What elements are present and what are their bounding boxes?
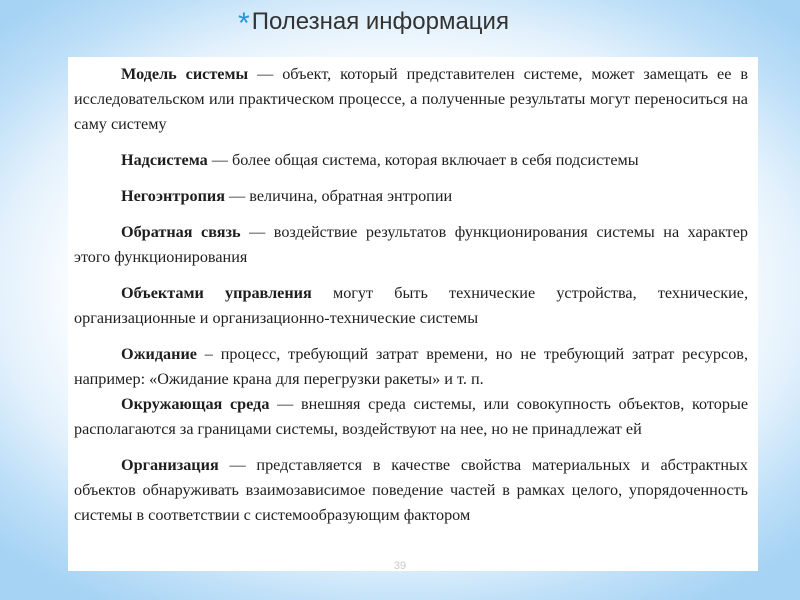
definition-nadsistema: [74, 148, 748, 173]
definition-ozhidanie: [74, 342, 748, 392]
definition-term: Негоэнтропия: [121, 187, 225, 205]
slide-title: [238, 8, 509, 39]
star-bullet-icon: *: [238, 7, 250, 40]
definition-term: Ожидание: [121, 345, 197, 363]
definition-model-sistemy: [74, 62, 748, 137]
definition-term: Модель системы: [121, 65, 249, 83]
definition-text: — более общая система, которая включает в себя подсистемы: [207, 151, 639, 169]
slide-title-text: Полезная информация: [251, 8, 509, 35]
definition-text: — внешняя среда системы, или совокупность объектов, которые располагаются за границами системы, воздействуют на нее, но не принадлежат ей: [74, 395, 749, 438]
definition-text: – процесс, требующий затрат времени, но не требующий затрат ресурсов, например: «Ожидание крана для перегрузки ракеты» и т. п.: [74, 345, 748, 388]
definition-organizatsiya: [74, 453, 748, 528]
definition-text: — воздействие результатов функционирования системы на характер этого функционирования: [74, 223, 748, 266]
definition-term: Надсистема: [121, 151, 208, 169]
definition-negoentropiya: [74, 184, 748, 209]
definitions-list: [74, 62, 748, 528]
definition-text: — объект, который представителен системе, может замещать ее в исследовательском или практическом процессе, а полученные результаты могут переноситься на саму систему: [74, 65, 748, 133]
definition-text: — величина, обратная энтропии: [225, 187, 453, 205]
page-number: 39: [393, 560, 407, 572]
definitions-panel: [68, 57, 758, 571]
definition-okruzhayushchaya-sreda: [74, 392, 748, 442]
definition-obekty-upravleniya: [74, 281, 748, 331]
definition-term: Обратная связь: [121, 223, 241, 241]
definition-term: Объектами управления: [121, 284, 312, 302]
definition-text: могут быть технические устройства, технические, организационные и организационно-технические системы: [74, 284, 748, 327]
definition-term: Организация: [121, 456, 219, 474]
definition-text: — представляется в качестве свойства материальных и абстрактных объектов обнаруживать взаимозависимое поведение частей в рамках целого, упорядоченность системы в соответствии с системообразующим фактором: [74, 456, 748, 524]
definition-obratnaya-svyaz: [74, 220, 748, 270]
definition-term: Окружающая среда: [121, 395, 270, 413]
